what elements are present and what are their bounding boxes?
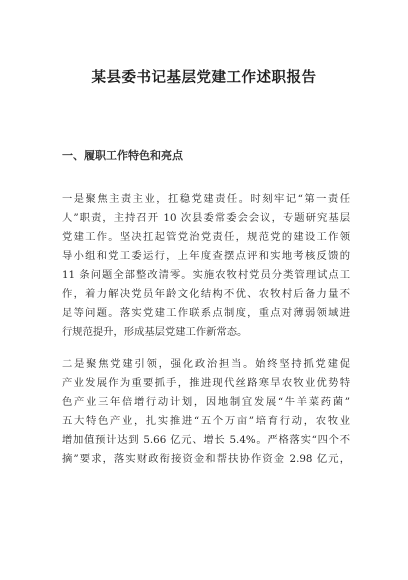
paragraph-line: 增加值预计达到 5.66 亿元、增长 5.4%。严格落实“四个不 bbox=[62, 434, 350, 446]
paragraph-line: 人”职责，主持召开 10 次县委常委会会议，专题研究基层 bbox=[62, 212, 350, 224]
paragraph-line: 足等问题。落实党建工作联系点制度，重点对薄弱领域进 bbox=[62, 307, 350, 319]
paragraph-line: 11 条问题全部整改清零。实施农牧村党员分类管理试点工 bbox=[62, 269, 350, 281]
paragraph-line: 色产业三年倍增行动计划，因地制宜发展“牛羊菜药菌” bbox=[62, 396, 350, 408]
document-title: 某县委书记基层党建工作述职报告 bbox=[91, 70, 317, 86]
paragraph-line: 产业发展作为重要抓手，推进现代丝路寒旱农牧业优势特 bbox=[62, 377, 350, 389]
section-heading: 一、履职工作特色和亮点 bbox=[62, 149, 183, 162]
paragraph-line: 党建工作。坚决扛起管党治党责任，规范党的建设工作领 bbox=[62, 231, 350, 243]
paragraph-line: 五大特色产业，扎实推进“五个万亩”培育行动，农牧业 bbox=[62, 415, 350, 427]
paragraph-2 bbox=[62, 355, 350, 469]
paragraph-line: 作，着力解决党员年龄文化结构不优、农牧村后备力量不 bbox=[62, 288, 350, 300]
paragraph-line: 导小组和党工委运行，上年度查摆点评和实地考核反馈的 bbox=[62, 250, 350, 262]
paragraph-1 bbox=[62, 190, 350, 342]
paragraph-line: 摘”要求，落实财政衔接资金和帮扶协作资金 2.98 亿元， bbox=[62, 453, 350, 465]
paragraph-line: 一是聚焦主责主业，扛稳党建责任。时刻牢记“第一责任 bbox=[62, 193, 350, 205]
paragraph-line: 行规范提升，形成基层党建工作新常态。 bbox=[62, 326, 248, 338]
paragraph-line: 二是聚焦党建引领，强化政治担当。始终坚持抓党建促 bbox=[62, 358, 350, 370]
